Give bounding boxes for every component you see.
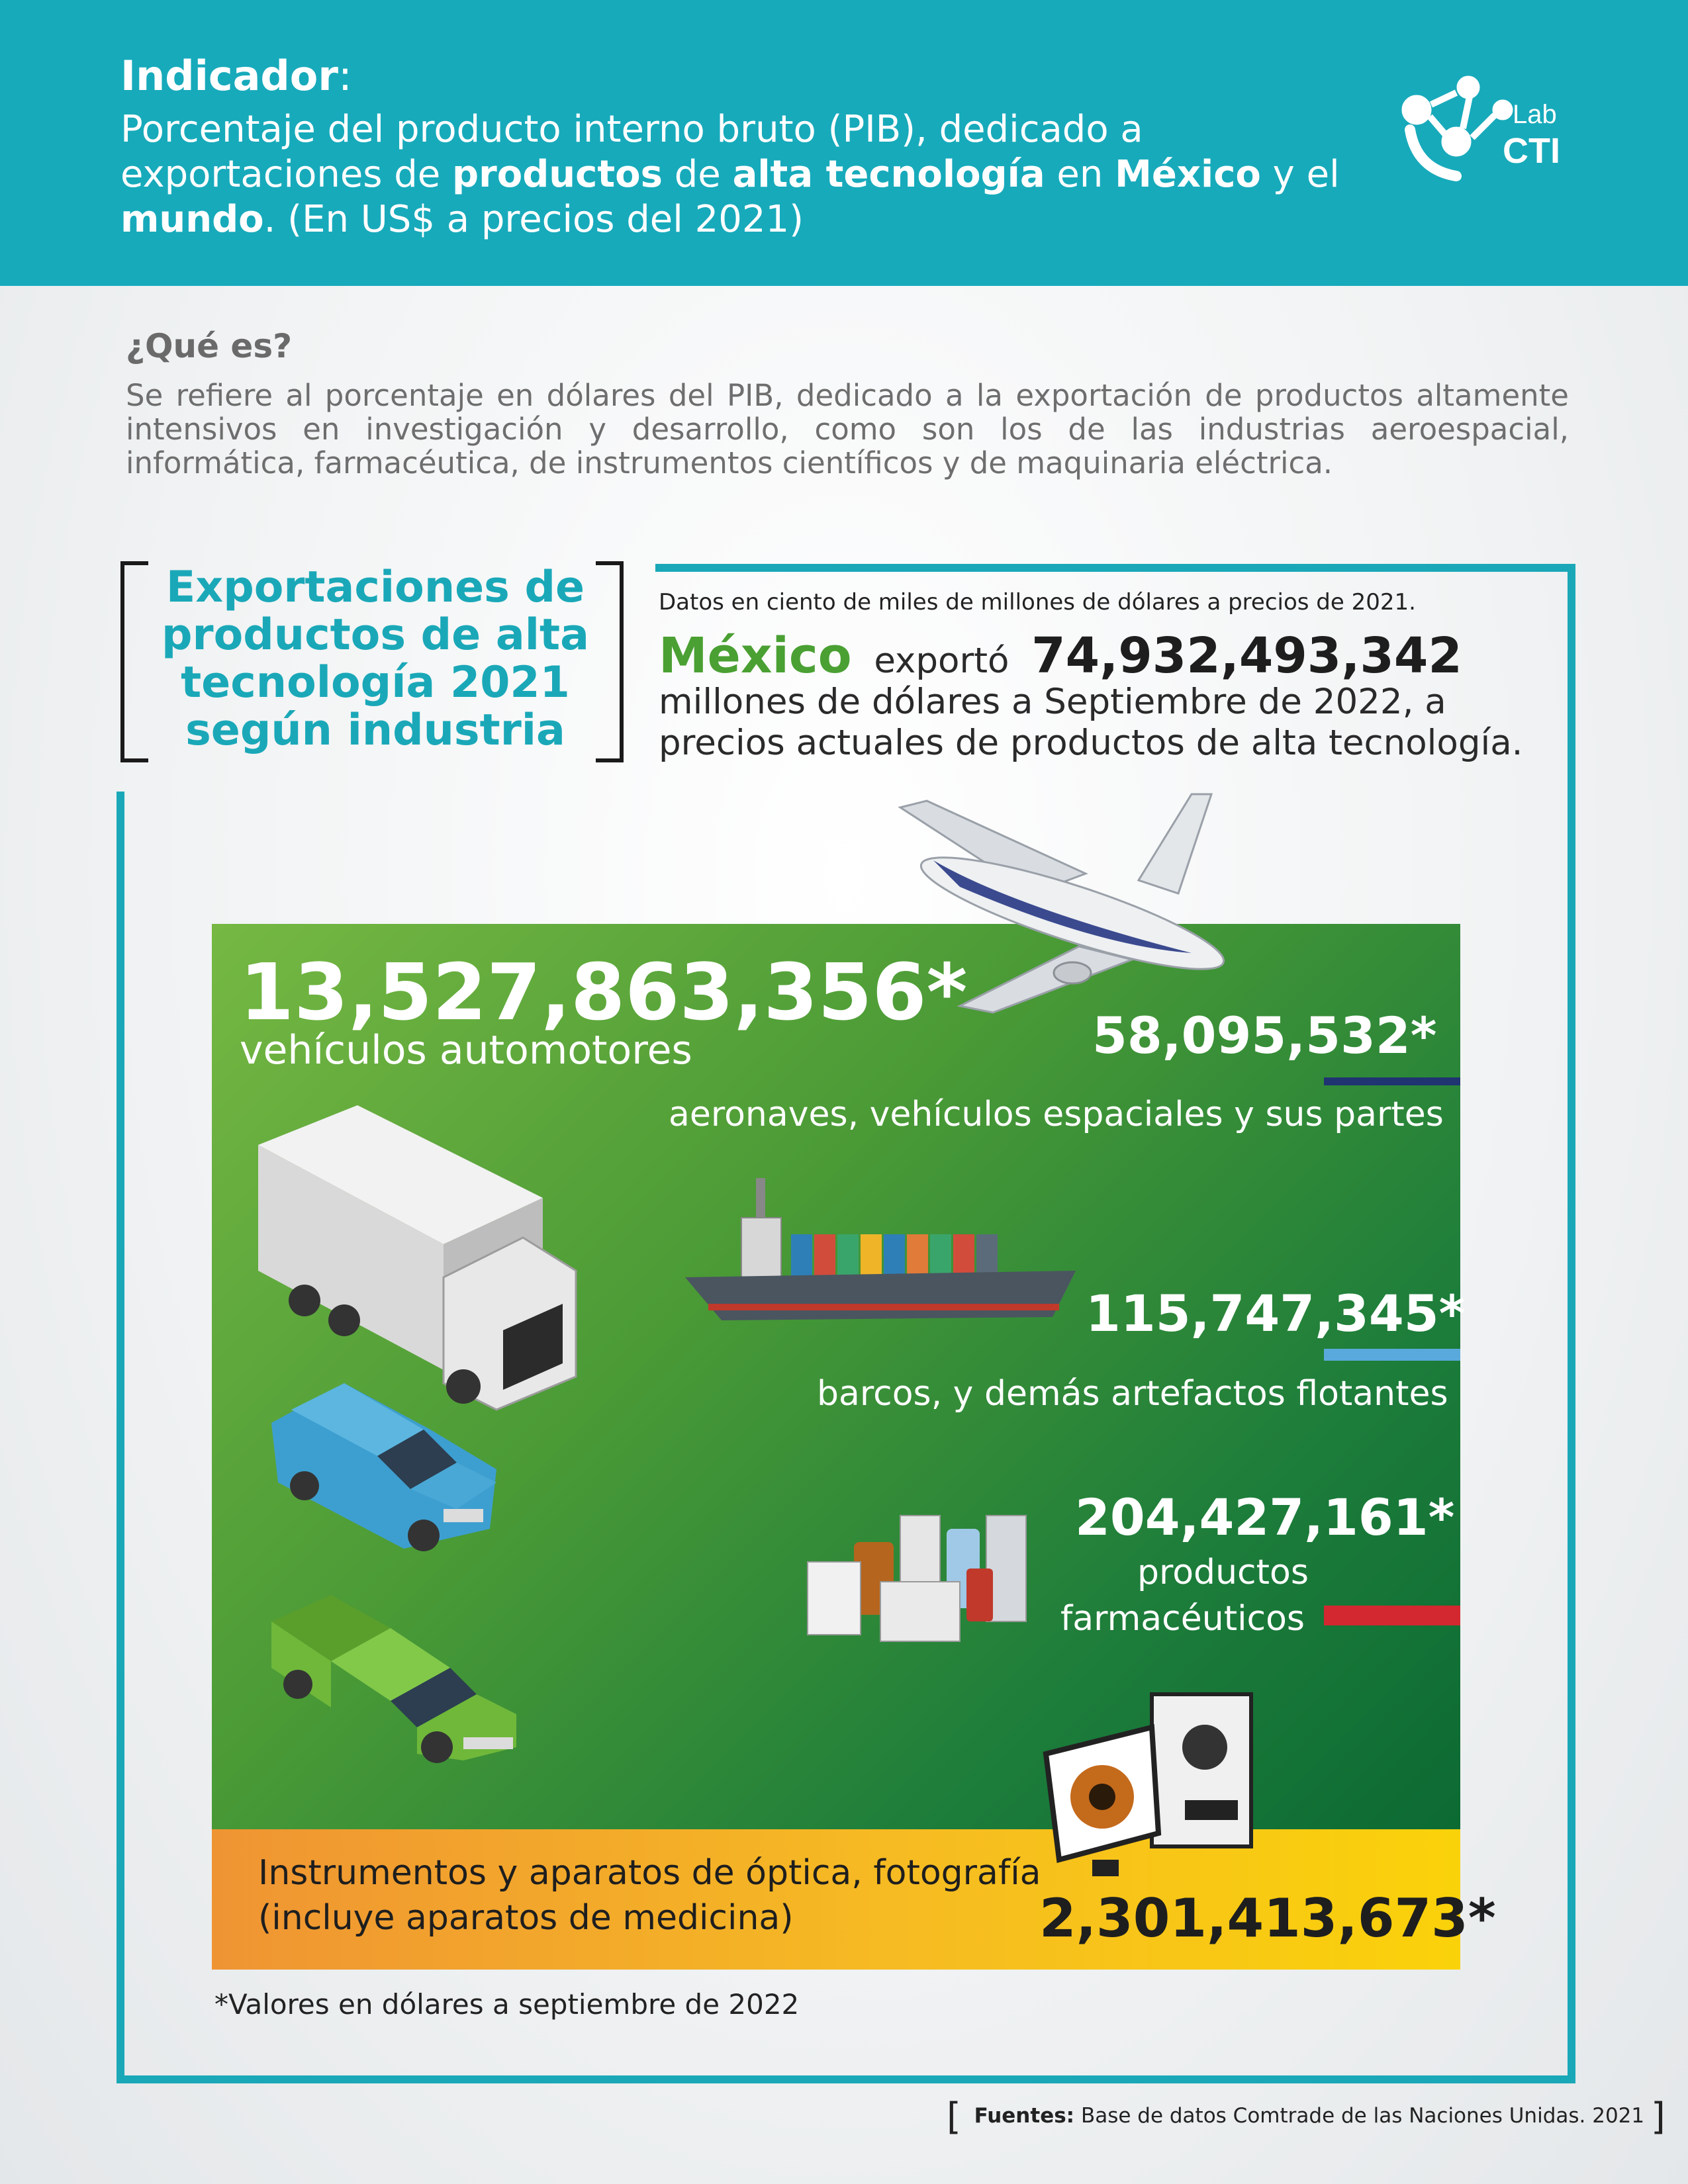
pharma-bottle-3: [966, 1569, 993, 1621]
indicator-description-part: mundo: [120, 198, 264, 241]
airplane-tail: [1139, 794, 1211, 893]
footnote: *Valores en dólares a septiembre de 2022: [214, 1988, 800, 2021]
pharma-blister-2: [880, 1582, 960, 1641]
automotive-label: vehículos automotores: [240, 1027, 692, 1073]
mexico-rest: millones de dólares a Septiembre de 2022, a precios actuales de productos de alta tecnología.: [659, 682, 1523, 763]
section-title: Exportaciones de productos de alta tecnología 2021 según industria: [162, 563, 589, 755]
sources-bracket-open: [: [947, 2095, 961, 2138]
optical-instrument-illustration: [1039, 1681, 1258, 1880]
frame-left: [117, 792, 124, 2083]
airplane-lower-wing: [960, 946, 1132, 1013]
pharma-label-line1: productos: [1137, 1553, 1309, 1592]
bracket-right: [596, 561, 624, 762]
indicator-description-part: . (En US$ a precios del 2021): [263, 198, 804, 241]
indicator-description-part: México: [1115, 153, 1261, 196]
truck-wheel-1: [289, 1285, 320, 1316]
pharma-underline: [1324, 1606, 1460, 1625]
suv-wheel-front: [408, 1520, 440, 1551]
aerospace-underline: [1324, 1077, 1460, 1085]
indicator-description-part: en: [1045, 153, 1115, 196]
pickup-wheel-rear: [283, 1670, 312, 1699]
instruments-value: 2,301,413,673*: [1039, 1888, 1496, 1949]
ship-hull-stripe: [708, 1304, 1059, 1310]
truck-wheel-2: [328, 1304, 360, 1336]
sources-label: Fuentes:: [974, 2104, 1075, 2128]
ship-mast: [756, 1178, 765, 1218]
pharma-illustration: [801, 1502, 1046, 1648]
pharma-label-line2: farmacéuticos: [1060, 1599, 1305, 1639]
sources-text: Base de datos Comtrade de las Naciones Unidas. 2021: [1080, 2104, 1645, 2128]
ship-illustration: [682, 1171, 1079, 1330]
indicator-description-part: de: [662, 153, 733, 196]
sources-bracket-close: ]: [1650, 2095, 1665, 2138]
que-es-text: Se refiere al porcentaje en dólares del PIB, dedicado a la exportación de productos altamente intensivos en investigación y desarrollo, como son los de las industrias aeroespacial, informática, farmacéutica, de instrumentos científicos y de maquinaria eléctrica.: [126, 378, 1569, 480]
suv-illustration: [265, 1370, 503, 1555]
logo-node-1: [1402, 95, 1431, 124]
indicator-description-part: Porcentaje del producto interno bruto (PIB), dedicado a exportaciones de: [120, 108, 1143, 196]
suv-grille: [444, 1509, 483, 1522]
instrument-lens: [1182, 1725, 1227, 1770]
que-es-title: ¿Qué es?: [126, 327, 293, 365]
monitor-stand: [1092, 1860, 1119, 1876]
monitor-pupil: [1089, 1784, 1115, 1810]
bracket-left: [120, 561, 148, 762]
indicator-description: [120, 107, 1378, 242]
automotive-value: 13,527,863,356*: [240, 946, 968, 1038]
mexico-name: México: [659, 627, 852, 684]
instruments-label-line1: Instrumentos y aparatos de óptica, fotografía: [258, 1853, 1041, 1893]
pickup-wheel-front: [421, 1731, 453, 1763]
mexico-verb: exportó: [874, 641, 1009, 681]
indicator-title-text: Indicador: [120, 52, 338, 100]
instrument-body: [1152, 1694, 1251, 1846]
instruments-label-line2: (incluye aparatos de medicina): [258, 1898, 794, 1938]
logo-text-cti: CTI: [1503, 131, 1560, 171]
truck-illustration: [245, 1092, 589, 1410]
pickup-bumper: [463, 1737, 513, 1749]
pharma-blister-1: [808, 1562, 861, 1635]
indicator-title-colon: :: [338, 52, 352, 100]
indicator-description-part: productos: [452, 153, 663, 196]
labcti-logo: [1390, 64, 1589, 196]
ship-bridge: [741, 1218, 781, 1284]
ships-value: 115,747,345*: [1086, 1284, 1466, 1343]
ships-underline: [1324, 1349, 1460, 1361]
pharma-value: 204,427,161*: [1075, 1488, 1455, 1547]
ships-label: barcos, y demás artefactos flotantes: [817, 1374, 1448, 1414]
ship-hull: [685, 1271, 1076, 1320]
suv-wheel-rear: [290, 1471, 319, 1500]
airplane-engine: [1054, 962, 1091, 983]
indicator-title: [120, 52, 352, 100]
indicator-description-part: y el: [1260, 153, 1340, 196]
mexico-summary: [659, 627, 1559, 764]
instrument-panel: [1185, 1800, 1238, 1820]
sources: [947, 2095, 1665, 2138]
logo-text-lab: Lab: [1513, 100, 1557, 129]
data-note: Datos en ciento de miles de millones de dólares a precios de 2021.: [659, 589, 1416, 615]
logo-node-2: [1457, 76, 1479, 99]
aerospace-value: 58,095,532*: [1092, 1006, 1437, 1065]
frame-bottom: [117, 2075, 1575, 2083]
pickup-illustration: [265, 1569, 530, 1760]
mexico-value: 74,932,493,342: [1031, 627, 1462, 684]
frame-top: [655, 564, 1575, 572]
indicator-description-part: alta tecnología: [732, 153, 1045, 196]
frame-right: [1568, 564, 1575, 2083]
aerospace-label: aeronaves, vehículos espaciales y sus partes: [669, 1095, 1444, 1134]
